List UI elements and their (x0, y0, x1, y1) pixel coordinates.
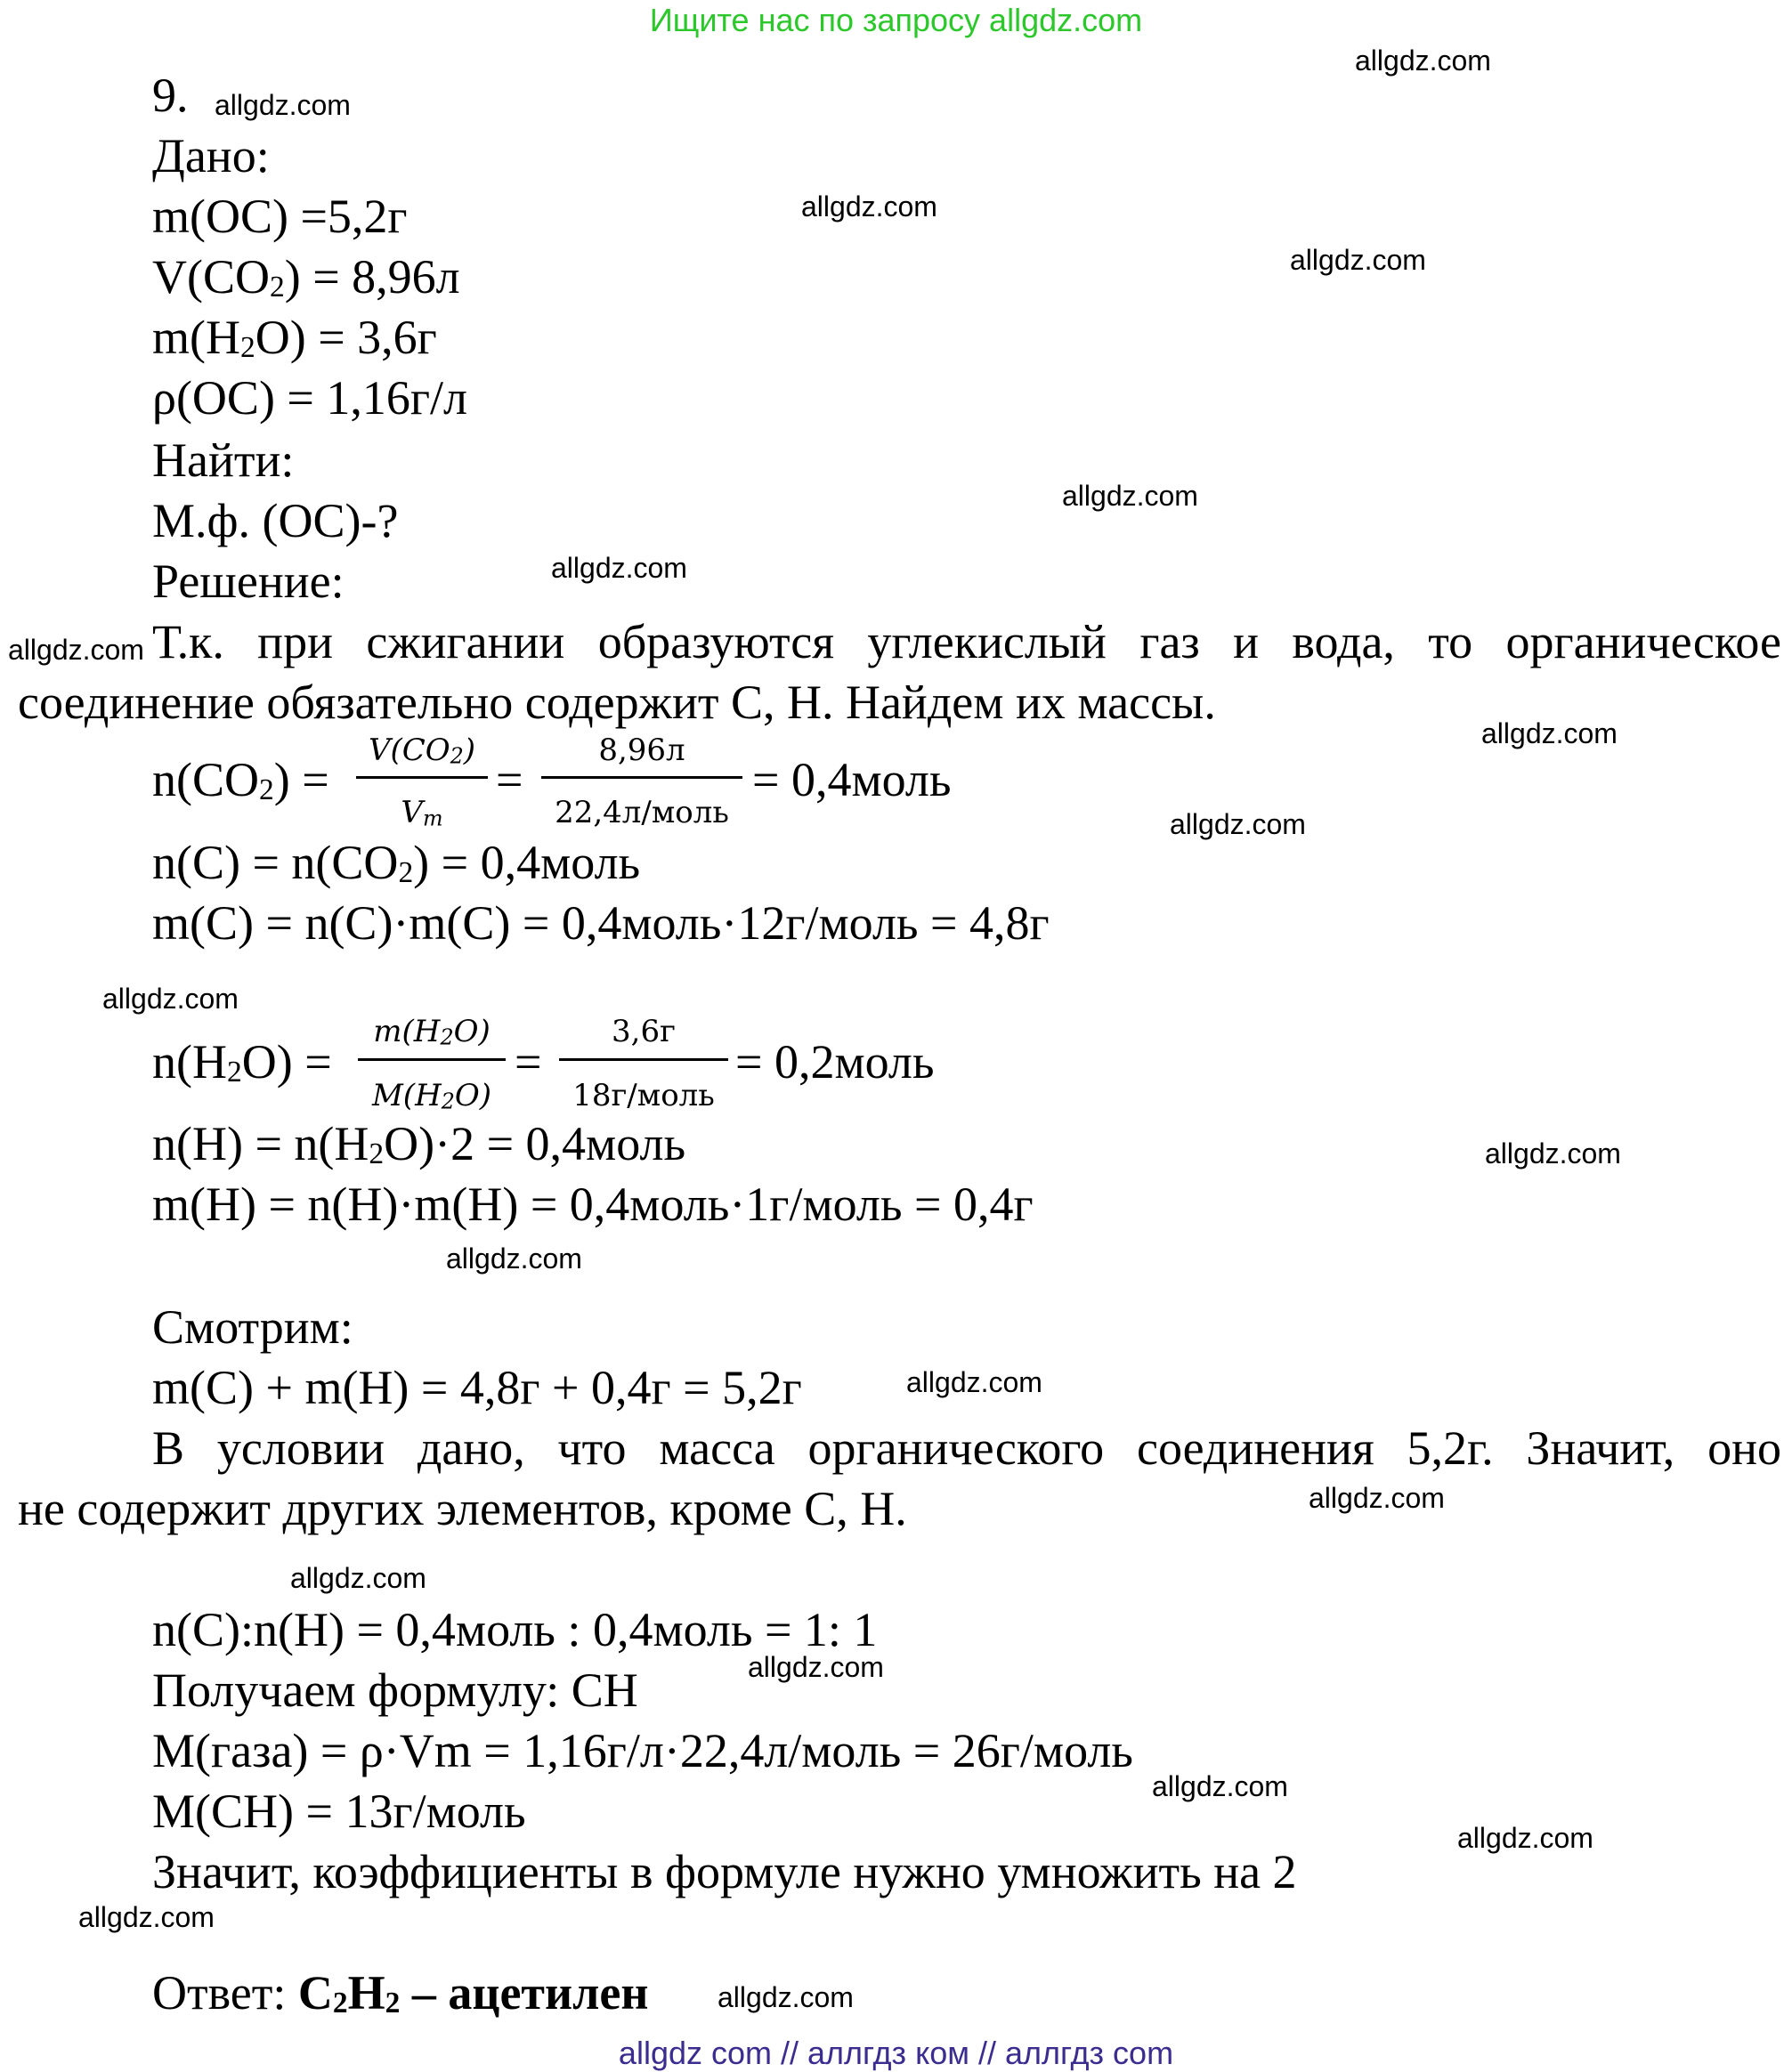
co2-fraction-symbolic: $V(CO_2)$ $V_m$ (356, 735, 488, 828)
watermark: allgdz.com (1457, 1822, 1593, 1854)
watermark: allgdz.com (1309, 1482, 1445, 1514)
watermark: allgdz.com (78, 1901, 215, 1933)
ratio-line: n(C):n(H) = 0,4моль : 0,4моль = 1: 1 (152, 1603, 878, 1656)
ch-molar-mass-line: M(CH) = 13г/моль (152, 1785, 526, 1838)
co2-moles-result: = 0,4моль (752, 753, 952, 806)
co2-moles-lhs: $n(CO_2)$ = (152, 753, 329, 807)
h2o-fraction-symbolic: $m(H_2O)$ $M(H_2O)$ (358, 1016, 506, 1111)
given-density-os: ρ(OC) = 1,16г/л (152, 371, 467, 425)
watermark: allgdz.com (446, 1242, 582, 1275)
watermark: allgdz.com (1290, 244, 1426, 276)
watermark: allgdz.com (748, 1651, 884, 1683)
mass-sum-line: m(C) + m(H) = 4,8г + 0,4г = 5,2г (152, 1361, 802, 1414)
h2o-fraction-numeric: 3,6г 18г/моль (559, 1016, 728, 1111)
carbon-moles-line: $n(C) = n(CO_2)$ = 0,4моль (152, 836, 641, 890)
given-volume-co2: $V(CO_2) = 8,96л$ (152, 250, 460, 304)
co2-fraction-numeric: 8,96л 22,4л/моль (541, 735, 742, 828)
condition-line-1: В условии дано, что масса органического соединения 5,2г. Значит, оно (152, 1421, 1781, 1475)
watermark: allgdz.com (1481, 717, 1618, 749)
find-label: Найти: (152, 433, 295, 487)
intro-line-2: соединение обязательно содержит С, Н. Найдем их массы. (18, 676, 1216, 729)
fraction-bar (559, 1058, 728, 1061)
intro-line-1: Т.к. при сжигании образуются углекислый газ и вода, то органическое (152, 615, 1781, 668)
hydrogen-mass-line: m(H) = n(H)·m(H) = 0,4моль·1г/моль = 0,4г (152, 1178, 1034, 1231)
watermark: allgdz.com (1152, 1770, 1288, 1802)
equals-sign: = (515, 1035, 542, 1089)
watermark: allgdz.com (215, 89, 351, 121)
look-label: Смотрим: (152, 1300, 353, 1354)
solution-label: Решение: (152, 554, 345, 608)
formula-line: Получаем формулу: CH (152, 1663, 638, 1717)
given-mass-h2o: $m(H_2O) = 3,6г$ (152, 311, 437, 365)
equals-sign: = (496, 753, 523, 806)
condition-line-2: не содержит других элементов, кроме С, Н. (18, 1482, 907, 1535)
watermark: allgdz.com (8, 634, 144, 666)
watermark: allgdz.com (1062, 480, 1198, 512)
gas-molar-mass-line: M(газа) = ρ·Vm = 1,16г/л·22,4л/моль = 26г/моль (152, 1724, 1133, 1777)
problem-number: 9. (152, 69, 189, 122)
fraction-bar (541, 776, 742, 779)
watermark: allgdz.com (1170, 808, 1306, 840)
watermark: allgdz.com (290, 1562, 426, 1594)
watermark: allgdz.com (102, 983, 239, 1015)
coefficient-line: Значит, коэффициенты в формуле нужно умножить на 2 (152, 1845, 1297, 1898)
given-mass-os: m(OC) =5,2г (152, 190, 408, 243)
watermark: allgdz.com (1485, 1137, 1621, 1170)
watermark: allgdz.com (1355, 45, 1491, 77)
hydrogen-moles-line: $n(H) = n(H_2O)\cdot 2$ = 0,4моль (152, 1117, 686, 1171)
footer-banner[interactable]: allgdz com // аллгдз ком // аллгдз com (618, 2035, 1174, 2071)
h2o-moles-lhs: $n(H_2O)$ = (152, 1035, 332, 1089)
carbon-mass-line: m(C) = n(C)·m(C) = 0,4моль·12г/моль = 4,8г (152, 896, 1050, 950)
watermark: allgdz.com (551, 552, 687, 584)
watermark: allgdz.com (906, 1366, 1042, 1398)
header-banner[interactable]: Ищите нас по запросу allgdz.com (649, 2, 1143, 38)
fraction-bar (356, 776, 488, 779)
watermark: allgdz.com (801, 190, 937, 223)
watermark: allgdz.com (718, 1981, 854, 2013)
find-value: М.ф. (OC)-? (152, 494, 399, 547)
fraction-bar (358, 1058, 506, 1061)
h2o-moles-result: = 0,2моль (735, 1035, 935, 1089)
given-label: Дано: (152, 129, 270, 182)
answer-line: Ответ: $C_2H_2$ – ацетилен (152, 1966, 649, 2020)
